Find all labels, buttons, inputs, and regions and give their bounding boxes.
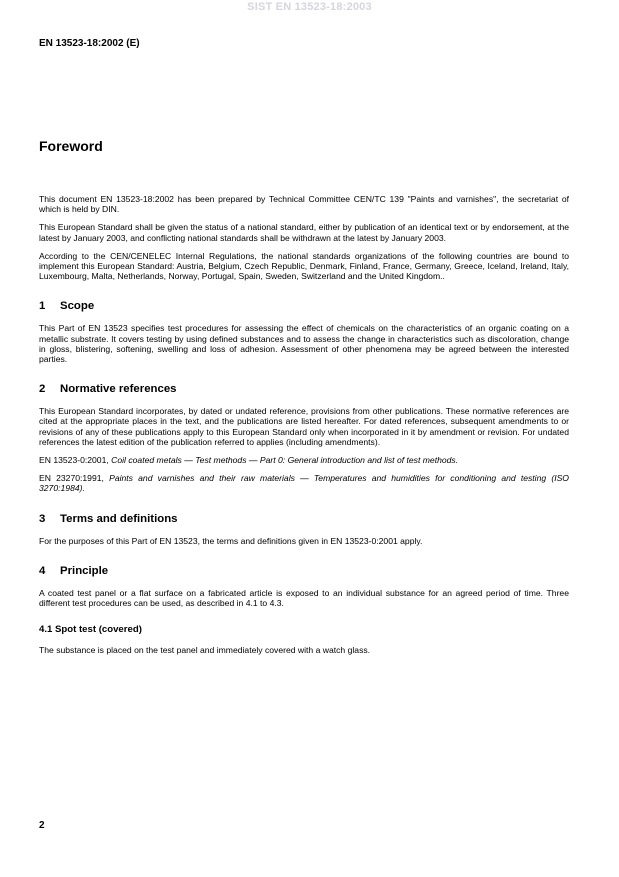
- section-number: 4: [39, 564, 46, 577]
- document-identifier: EN 13523-18:2002 (E): [39, 38, 140, 49]
- reference-title: Coil coated metals — Test methods — Part 0: General introduction and list of test methods.: [111, 455, 459, 466]
- section-title: Scope: [60, 300, 95, 313]
- foreword-paragraph: This document EN 13523-18:2002 has been prepared by Technical Committee CEN/TC 139 "Paints and varnishes", the secretariat of which is held by DIN.: [39, 194, 569, 215]
- normative-reference-item: [39, 455, 569, 465]
- normative-paragraph: This European Standard incorporates, by dated or undated reference, provisions from other publications. These normative references are cited at the appropriate places in the text, and the publications are listed hereafter. For dated references, subsequent amendments to or revisions of any of these publications apply to this European Standard only when incorporated in it by amendment or revision. For undated references the latest edition of the publication referred to applies (including amendments).: [39, 406, 569, 447]
- section-title: Normative references: [60, 383, 177, 396]
- page-number: 2: [39, 820, 45, 831]
- reference-title: Paints and varnishes and their raw materials — Temperatures and humidities for conditioning and testing (ISO 3270:1984).: [39, 473, 569, 494]
- normative-reference-item: [39, 473, 569, 493]
- section-number: 2: [39, 383, 46, 396]
- principle-paragraph: A coated test panel or a flat surface on a fabricated article is exposed to an individual substance for an agreed period of time. Three different test procedures can be used, as described in 4.1 to 4.3.: [39, 587, 569, 609]
- section-heading-principle: [39, 565, 569, 577]
- section-heading-terms: [39, 513, 569, 525]
- page-content: [39, 138, 569, 663]
- reference-code: EN 13523-0:2001,: [39, 455, 109, 466]
- section-number: 3: [39, 512, 46, 525]
- foreword-title: Foreword: [39, 138, 103, 154]
- terms-paragraph: For the purposes of this Part of EN 13523, the terms and definitions given in EN 13523-0:2001 apply.: [39, 535, 423, 546]
- scope-paragraph: This Part of EN 13523 specifies test procedures for assessing the effect of chemicals on the characteristics of an organic coating on a metallic substrate. It covers testing by using defined substances and to assess the change in characteristics such as discoloration, change in gloss, blistering, softening, swelling and loss of adhesion. Assessment of other phenomena may be agreed between the interested parties.: [39, 323, 569, 365]
- section-heading-scope: [39, 300, 569, 312]
- foreword-paragraph: According to the CEN/CENELEC Internal Regulations, the national standards organizations of the following countries are bound to implement this European Standard: Austria, Belgium, Czech Republic, Denmark, Finland, France, Germany, Greece, Iceland, Ireland, Italy, Luxembourg, Malta, Netherlands, Norway, Portugal, Spain, Sweden, Switzerland and the United Kingdom..: [39, 250, 569, 282]
- section-heading-normative-references: [39, 383, 569, 395]
- watermark: SIST EN 13523-18:2003: [247, 1, 372, 13]
- section-title: Terms and definitions: [60, 512, 178, 525]
- reference-code: EN 23270:1991,: [39, 473, 104, 484]
- foreword-paragraph: This European Standard shall be given the status of a national standard, either by publication of an identical text or by endorsement, at the latest by January 2003, and conflicting national standards shall be withdrawn at the latest by January 2003.: [39, 222, 569, 243]
- section-title: Principle: [60, 564, 109, 577]
- spot-test-paragraph: The substance is placed on the test panel and immediately covered with a watch glass.: [39, 645, 371, 656]
- subsection-heading-spot-test: 4.1 Spot test (covered): [39, 624, 142, 636]
- section-number: 1: [39, 300, 46, 313]
